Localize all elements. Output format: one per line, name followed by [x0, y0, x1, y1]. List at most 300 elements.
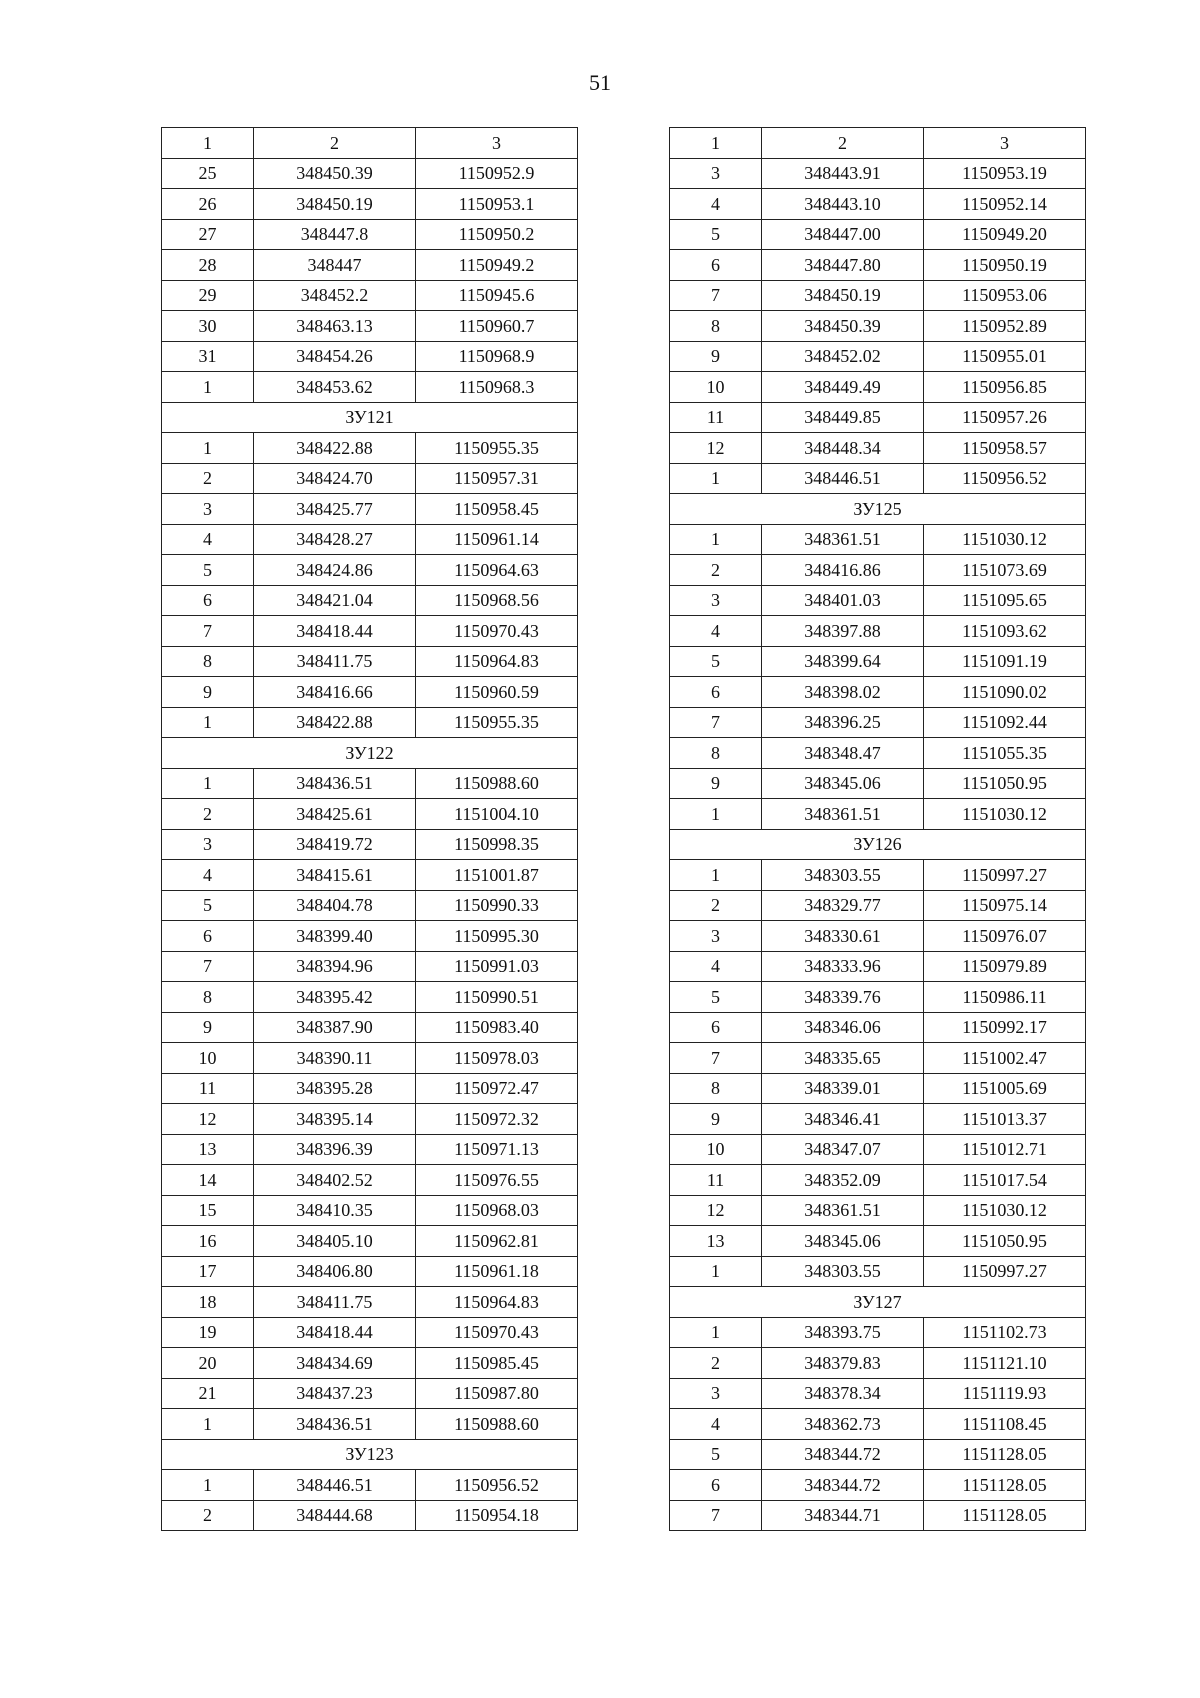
x-coordinate-cell: 348419.72: [254, 829, 416, 860]
point-number-cell: 11: [670, 402, 762, 433]
point-number-cell: 5: [670, 219, 762, 250]
header-row: [162, 128, 578, 159]
y-coordinate-cell: 1150985.45: [416, 1348, 578, 1379]
y-coordinate-cell: 1150997.27: [924, 860, 1086, 891]
table-row: [670, 860, 1086, 891]
y-coordinate-cell: 1150971.13: [416, 1134, 578, 1165]
table-row: [670, 1043, 1086, 1074]
table-row: [670, 951, 1086, 982]
point-number-cell: 30: [162, 311, 254, 342]
x-coordinate-cell: 348362.73: [762, 1409, 924, 1440]
point-number-cell: 4: [670, 951, 762, 982]
table-row: [162, 1226, 578, 1257]
x-coordinate-cell: 348396.39: [254, 1134, 416, 1165]
y-coordinate-cell: 1150991.03: [416, 951, 578, 982]
point-number-cell: 12: [670, 1195, 762, 1226]
y-coordinate-cell: 1150968.3: [416, 372, 578, 403]
y-coordinate-cell: 1150958.45: [416, 494, 578, 525]
y-coordinate-cell: 1150964.83: [416, 646, 578, 677]
table-row: [162, 616, 578, 647]
point-number-cell: 1: [162, 1409, 254, 1440]
y-coordinate-cell: 1150956.52: [416, 1470, 578, 1501]
table-row: [162, 341, 578, 372]
section-title: ЗУ125: [670, 494, 1086, 525]
point-number-cell: 5: [162, 890, 254, 921]
x-coordinate-cell: 348330.61: [762, 921, 924, 952]
table-row: [670, 616, 1086, 647]
y-coordinate-cell: 1150986.11: [924, 982, 1086, 1013]
point-number-cell: 1: [670, 524, 762, 555]
table-row: [162, 311, 578, 342]
x-coordinate-cell: 348447: [254, 250, 416, 281]
section-row: [162, 1439, 578, 1470]
x-coordinate-cell: 348397.88: [762, 616, 924, 647]
x-coordinate-cell: 348428.27: [254, 524, 416, 555]
point-number-cell: 1: [162, 433, 254, 464]
table-row: [162, 860, 578, 891]
table-row: [670, 433, 1086, 464]
point-number-cell: 5: [670, 982, 762, 1013]
y-coordinate-cell: 1150953.19: [924, 158, 1086, 189]
x-coordinate-cell: 348345.06: [762, 768, 924, 799]
x-coordinate-cell: 348333.96: [762, 951, 924, 982]
x-coordinate-cell: 348454.26: [254, 341, 416, 372]
x-coordinate-cell: 348446.51: [254, 1470, 416, 1501]
table-row: [670, 1134, 1086, 1165]
x-coordinate-cell: 348348.47: [762, 738, 924, 769]
table-row: [162, 280, 578, 311]
table-row: [162, 1012, 578, 1043]
point-number-cell: 7: [162, 951, 254, 982]
point-number-cell: 10: [670, 1134, 762, 1165]
table-row: [670, 890, 1086, 921]
y-coordinate-cell: 1150961.18: [416, 1256, 578, 1287]
table-row: [670, 738, 1086, 769]
y-coordinate-cell: 1150988.60: [416, 1409, 578, 1440]
x-coordinate-cell: 348450.19: [254, 189, 416, 220]
x-coordinate-cell: 348395.28: [254, 1073, 416, 1104]
table-row: [162, 1409, 578, 1440]
table-row: [162, 921, 578, 952]
point-number-cell: 27: [162, 219, 254, 250]
section-row: [670, 829, 1086, 860]
x-coordinate-cell: 348396.25: [762, 707, 924, 738]
y-coordinate-cell: 1151093.62: [924, 616, 1086, 647]
y-coordinate-cell: 1150988.60: [416, 768, 578, 799]
x-coordinate-cell: 348399.40: [254, 921, 416, 952]
x-coordinate-cell: 348422.88: [254, 707, 416, 738]
point-number-cell: 1: [670, 860, 762, 891]
point-number-cell: 19: [162, 1317, 254, 1348]
x-coordinate-cell: 348394.96: [254, 951, 416, 982]
coordinates-table-left: [161, 127, 578, 1531]
y-coordinate-cell: 1150968.56: [416, 585, 578, 616]
section-row: [670, 1287, 1086, 1318]
y-coordinate-cell: 1151050.95: [924, 768, 1086, 799]
x-coordinate-cell: 348448.34: [762, 433, 924, 464]
y-coordinate-cell: 1150998.35: [416, 829, 578, 860]
header-row: [670, 128, 1086, 159]
point-number-cell: 13: [670, 1226, 762, 1257]
x-coordinate-cell: 348335.65: [762, 1043, 924, 1074]
y-coordinate-cell: 1151055.35: [924, 738, 1086, 769]
y-coordinate-cell: 1151012.71: [924, 1134, 1086, 1165]
point-number-cell: 21: [162, 1378, 254, 1409]
y-coordinate-cell: 1151128.05: [924, 1439, 1086, 1470]
point-number-cell: 9: [162, 677, 254, 708]
table-row: [162, 219, 578, 250]
section-title: ЗУ121: [162, 402, 578, 433]
point-number-cell: 2: [162, 463, 254, 494]
point-number-cell: 8: [162, 982, 254, 1013]
point-number-cell: 12: [162, 1104, 254, 1135]
table-row: [670, 1378, 1086, 1409]
y-coordinate-cell: 1151050.95: [924, 1226, 1086, 1257]
table-row: [670, 402, 1086, 433]
y-coordinate-cell: 1151092.44: [924, 707, 1086, 738]
table-row: [162, 768, 578, 799]
table-row: [162, 951, 578, 982]
x-coordinate-cell: 348450.39: [762, 311, 924, 342]
point-number-cell: 1: [162, 1470, 254, 1501]
point-number-cell: 16: [162, 1226, 254, 1257]
table-row: [162, 982, 578, 1013]
table-row: [162, 799, 578, 830]
x-coordinate-cell: 348387.90: [254, 1012, 416, 1043]
point-number-cell: 5: [670, 1439, 762, 1470]
table-row: [162, 494, 578, 525]
x-coordinate-cell: 348404.78: [254, 890, 416, 921]
x-coordinate-cell: 348453.62: [254, 372, 416, 403]
x-coordinate-cell: 348452.2: [254, 280, 416, 311]
x-coordinate-cell: 348452.02: [762, 341, 924, 372]
y-coordinate-cell: 1151128.05: [924, 1470, 1086, 1501]
x-coordinate-cell: 348416.66: [254, 677, 416, 708]
table-row: [162, 1287, 578, 1318]
point-number-cell: 29: [162, 280, 254, 311]
y-coordinate-cell: 1150955.35: [416, 707, 578, 738]
table-row: [670, 372, 1086, 403]
point-number-cell: 1: [670, 463, 762, 494]
header-cell: 2: [254, 128, 416, 159]
table-row: [162, 585, 578, 616]
table-row: [670, 524, 1086, 555]
point-number-cell: 5: [162, 555, 254, 586]
y-coordinate-cell: 1150956.52: [924, 463, 1086, 494]
header-cell: 1: [162, 128, 254, 159]
x-coordinate-cell: 348437.23: [254, 1378, 416, 1409]
x-coordinate-cell: 348450.39: [254, 158, 416, 189]
table-row: [162, 890, 578, 921]
x-coordinate-cell: 348345.06: [762, 1226, 924, 1257]
x-coordinate-cell: 348344.72: [762, 1470, 924, 1501]
point-number-cell: 8: [162, 646, 254, 677]
x-coordinate-cell: 348418.44: [254, 616, 416, 647]
point-number-cell: 14: [162, 1165, 254, 1196]
y-coordinate-cell: 1150972.32: [416, 1104, 578, 1135]
table-row: [162, 646, 578, 677]
table-row: [670, 463, 1086, 494]
point-number-cell: 7: [670, 280, 762, 311]
point-number-cell: 4: [670, 1409, 762, 1440]
point-number-cell: 6: [162, 921, 254, 952]
page-number: 51: [589, 70, 611, 95]
table-row: [670, 1195, 1086, 1226]
table-row: [670, 1104, 1086, 1135]
y-coordinate-cell: 1150956.85: [924, 372, 1086, 403]
table-row: [670, 158, 1086, 189]
table-row: [162, 189, 578, 220]
x-coordinate-cell: 348339.01: [762, 1073, 924, 1104]
y-coordinate-cell: 1150950.19: [924, 250, 1086, 281]
table-row: [162, 829, 578, 860]
point-number-cell: 20: [162, 1348, 254, 1379]
y-coordinate-cell: 1151121.10: [924, 1348, 1086, 1379]
point-number-cell: 15: [162, 1195, 254, 1226]
point-number-cell: 2: [670, 555, 762, 586]
table-row: [670, 1500, 1086, 1531]
table-row: [670, 1409, 1086, 1440]
table-row: [670, 555, 1086, 586]
table-row: [162, 1500, 578, 1531]
point-number-cell: 9: [670, 341, 762, 372]
point-number-cell: 2: [670, 890, 762, 921]
point-number-cell: 2: [162, 1500, 254, 1531]
x-coordinate-cell: 348398.02: [762, 677, 924, 708]
y-coordinate-cell: 1151017.54: [924, 1165, 1086, 1196]
point-number-cell: 9: [670, 768, 762, 799]
header-cell: 2: [762, 128, 924, 159]
y-coordinate-cell: 1151095.65: [924, 585, 1086, 616]
point-number-cell: 13: [162, 1134, 254, 1165]
table-row: [670, 921, 1086, 952]
section-row: [162, 738, 578, 769]
section-title: ЗУ122: [162, 738, 578, 769]
point-number-cell: 8: [670, 311, 762, 342]
y-coordinate-cell: 1151102.73: [924, 1317, 1086, 1348]
y-coordinate-cell: 1150953.1: [416, 189, 578, 220]
y-coordinate-cell: 1151090.02: [924, 677, 1086, 708]
table-row: [670, 1470, 1086, 1501]
point-number-cell: 6: [670, 1470, 762, 1501]
point-number-cell: 3: [670, 921, 762, 952]
point-number-cell: 11: [670, 1165, 762, 1196]
x-coordinate-cell: 348410.35: [254, 1195, 416, 1226]
table-body: [670, 128, 1086, 1531]
point-number-cell: 25: [162, 158, 254, 189]
table-row: [670, 1439, 1086, 1470]
table-row: [162, 463, 578, 494]
x-coordinate-cell: 348399.64: [762, 646, 924, 677]
y-coordinate-cell: 1150955.35: [416, 433, 578, 464]
point-number-cell: 8: [670, 738, 762, 769]
x-coordinate-cell: 348361.51: [762, 1195, 924, 1226]
x-coordinate-cell: 348361.51: [762, 524, 924, 555]
y-coordinate-cell: 1151108.45: [924, 1409, 1086, 1440]
x-coordinate-cell: 348447.8: [254, 219, 416, 250]
section-row: [670, 494, 1086, 525]
y-coordinate-cell: 1150970.43: [416, 1317, 578, 1348]
y-coordinate-cell: 1151002.47: [924, 1043, 1086, 1074]
section-title: ЗУ123: [162, 1439, 578, 1470]
x-coordinate-cell: 348434.69: [254, 1348, 416, 1379]
table-row: [670, 1256, 1086, 1287]
y-coordinate-cell: 1150954.18: [416, 1500, 578, 1531]
table-row: [162, 250, 578, 281]
y-coordinate-cell: 1150987.80: [416, 1378, 578, 1409]
point-number-cell: 7: [670, 707, 762, 738]
y-coordinate-cell: 1150952.89: [924, 311, 1086, 342]
x-coordinate-cell: 348347.07: [762, 1134, 924, 1165]
x-coordinate-cell: 348361.51: [762, 799, 924, 830]
x-coordinate-cell: 348346.41: [762, 1104, 924, 1135]
y-coordinate-cell: 1150990.33: [416, 890, 578, 921]
point-number-cell: 9: [162, 1012, 254, 1043]
y-coordinate-cell: 1150953.06: [924, 280, 1086, 311]
x-coordinate-cell: 348303.55: [762, 1256, 924, 1287]
y-coordinate-cell: 1151004.10: [416, 799, 578, 830]
x-coordinate-cell: 348379.83: [762, 1348, 924, 1379]
point-number-cell: 6: [670, 250, 762, 281]
table-row: [670, 311, 1086, 342]
y-coordinate-cell: 1151119.93: [924, 1378, 1086, 1409]
point-number-cell: 1: [670, 799, 762, 830]
x-coordinate-cell: 348346.06: [762, 1012, 924, 1043]
y-coordinate-cell: 1150968.9: [416, 341, 578, 372]
x-coordinate-cell: 348416.86: [762, 555, 924, 586]
x-coordinate-cell: 348421.04: [254, 585, 416, 616]
x-coordinate-cell: 348378.34: [762, 1378, 924, 1409]
x-coordinate-cell: 348446.51: [762, 463, 924, 494]
x-coordinate-cell: 348402.52: [254, 1165, 416, 1196]
y-coordinate-cell: 1150961.14: [416, 524, 578, 555]
y-coordinate-cell: 1150957.26: [924, 402, 1086, 433]
table-row: [162, 1134, 578, 1165]
x-coordinate-cell: 348418.44: [254, 1317, 416, 1348]
y-coordinate-cell: 1150945.6: [416, 280, 578, 311]
table-row: [162, 1348, 578, 1379]
y-coordinate-cell: 1150949.20: [924, 219, 1086, 250]
point-number-cell: 5: [670, 646, 762, 677]
y-coordinate-cell: 1151030.12: [924, 1195, 1086, 1226]
table-row: [162, 524, 578, 555]
y-coordinate-cell: 1150964.83: [416, 1287, 578, 1318]
point-number-cell: 26: [162, 189, 254, 220]
table-row: [670, 982, 1086, 1013]
table-row: [670, 799, 1086, 830]
x-coordinate-cell: 348425.77: [254, 494, 416, 525]
y-coordinate-cell: 1151073.69: [924, 555, 1086, 586]
x-coordinate-cell: 348447.80: [762, 250, 924, 281]
point-number-cell: 11: [162, 1073, 254, 1104]
header-cell: 3: [924, 128, 1086, 159]
table-row: [162, 1073, 578, 1104]
x-coordinate-cell: 348401.03: [762, 585, 924, 616]
y-coordinate-cell: 1150979.89: [924, 951, 1086, 982]
y-coordinate-cell: 1150952.14: [924, 189, 1086, 220]
table-row: [670, 219, 1086, 250]
table-row: [670, 677, 1086, 708]
y-coordinate-cell: 1150983.40: [416, 1012, 578, 1043]
y-coordinate-cell: 1151091.19: [924, 646, 1086, 677]
table-row: [670, 1073, 1086, 1104]
point-number-cell: 3: [162, 494, 254, 525]
point-number-cell: 2: [670, 1348, 762, 1379]
point-number-cell: 6: [162, 585, 254, 616]
point-number-cell: 1: [162, 768, 254, 799]
table-row: [670, 341, 1086, 372]
y-coordinate-cell: 1150964.63: [416, 555, 578, 586]
x-coordinate-cell: 348405.10: [254, 1226, 416, 1257]
y-coordinate-cell: 1150976.55: [416, 1165, 578, 1196]
section-title: ЗУ127: [670, 1287, 1086, 1318]
y-coordinate-cell: 1151128.05: [924, 1500, 1086, 1531]
y-coordinate-cell: 1151030.12: [924, 799, 1086, 830]
y-coordinate-cell: 1150949.2: [416, 250, 578, 281]
y-coordinate-cell: 1150955.01: [924, 341, 1086, 372]
y-coordinate-cell: 1150952.9: [416, 158, 578, 189]
x-coordinate-cell: 348436.51: [254, 1409, 416, 1440]
point-number-cell: 1: [670, 1256, 762, 1287]
y-coordinate-cell: 1150978.03: [416, 1043, 578, 1074]
table-row: [670, 1348, 1086, 1379]
x-coordinate-cell: 348443.91: [762, 158, 924, 189]
x-coordinate-cell: 348436.51: [254, 768, 416, 799]
table-row: [162, 1256, 578, 1287]
table-row: [162, 1317, 578, 1348]
point-number-cell: 3: [670, 158, 762, 189]
point-number-cell: 2: [162, 799, 254, 830]
table-row: [162, 1165, 578, 1196]
y-coordinate-cell: 1150970.43: [416, 616, 578, 647]
x-coordinate-cell: 348415.61: [254, 860, 416, 891]
point-number-cell: 31: [162, 341, 254, 372]
table-row: [670, 707, 1086, 738]
y-coordinate-cell: 1150968.03: [416, 1195, 578, 1226]
x-coordinate-cell: 348352.09: [762, 1165, 924, 1196]
point-number-cell: 12: [670, 433, 762, 464]
point-number-cell: 6: [670, 1012, 762, 1043]
point-number-cell: 28: [162, 250, 254, 281]
x-coordinate-cell: 348444.68: [254, 1500, 416, 1531]
table-row: [670, 1226, 1086, 1257]
y-coordinate-cell: 1150950.2: [416, 219, 578, 250]
header-cell: 3: [416, 128, 578, 159]
y-coordinate-cell: 1151013.37: [924, 1104, 1086, 1135]
point-number-cell: 4: [670, 189, 762, 220]
y-coordinate-cell: 1150960.59: [416, 677, 578, 708]
table-row: [162, 1195, 578, 1226]
table-row: [162, 1104, 578, 1135]
table-row: [670, 280, 1086, 311]
point-number-cell: 7: [670, 1500, 762, 1531]
x-coordinate-cell: 348424.86: [254, 555, 416, 586]
section-title: ЗУ126: [670, 829, 1086, 860]
x-coordinate-cell: 348344.71: [762, 1500, 924, 1531]
table-row: [162, 677, 578, 708]
y-coordinate-cell: 1151001.87: [416, 860, 578, 891]
coordinates-table-right: [669, 127, 1086, 1531]
x-coordinate-cell: 348303.55: [762, 860, 924, 891]
y-coordinate-cell: 1150958.57: [924, 433, 1086, 464]
x-coordinate-cell: 348463.13: [254, 311, 416, 342]
point-number-cell: 3: [670, 1378, 762, 1409]
y-coordinate-cell: 1151005.69: [924, 1073, 1086, 1104]
table-row: [162, 158, 578, 189]
x-coordinate-cell: 348411.75: [254, 1287, 416, 1318]
y-coordinate-cell: 1150990.51: [416, 982, 578, 1013]
point-number-cell: 8: [670, 1073, 762, 1104]
